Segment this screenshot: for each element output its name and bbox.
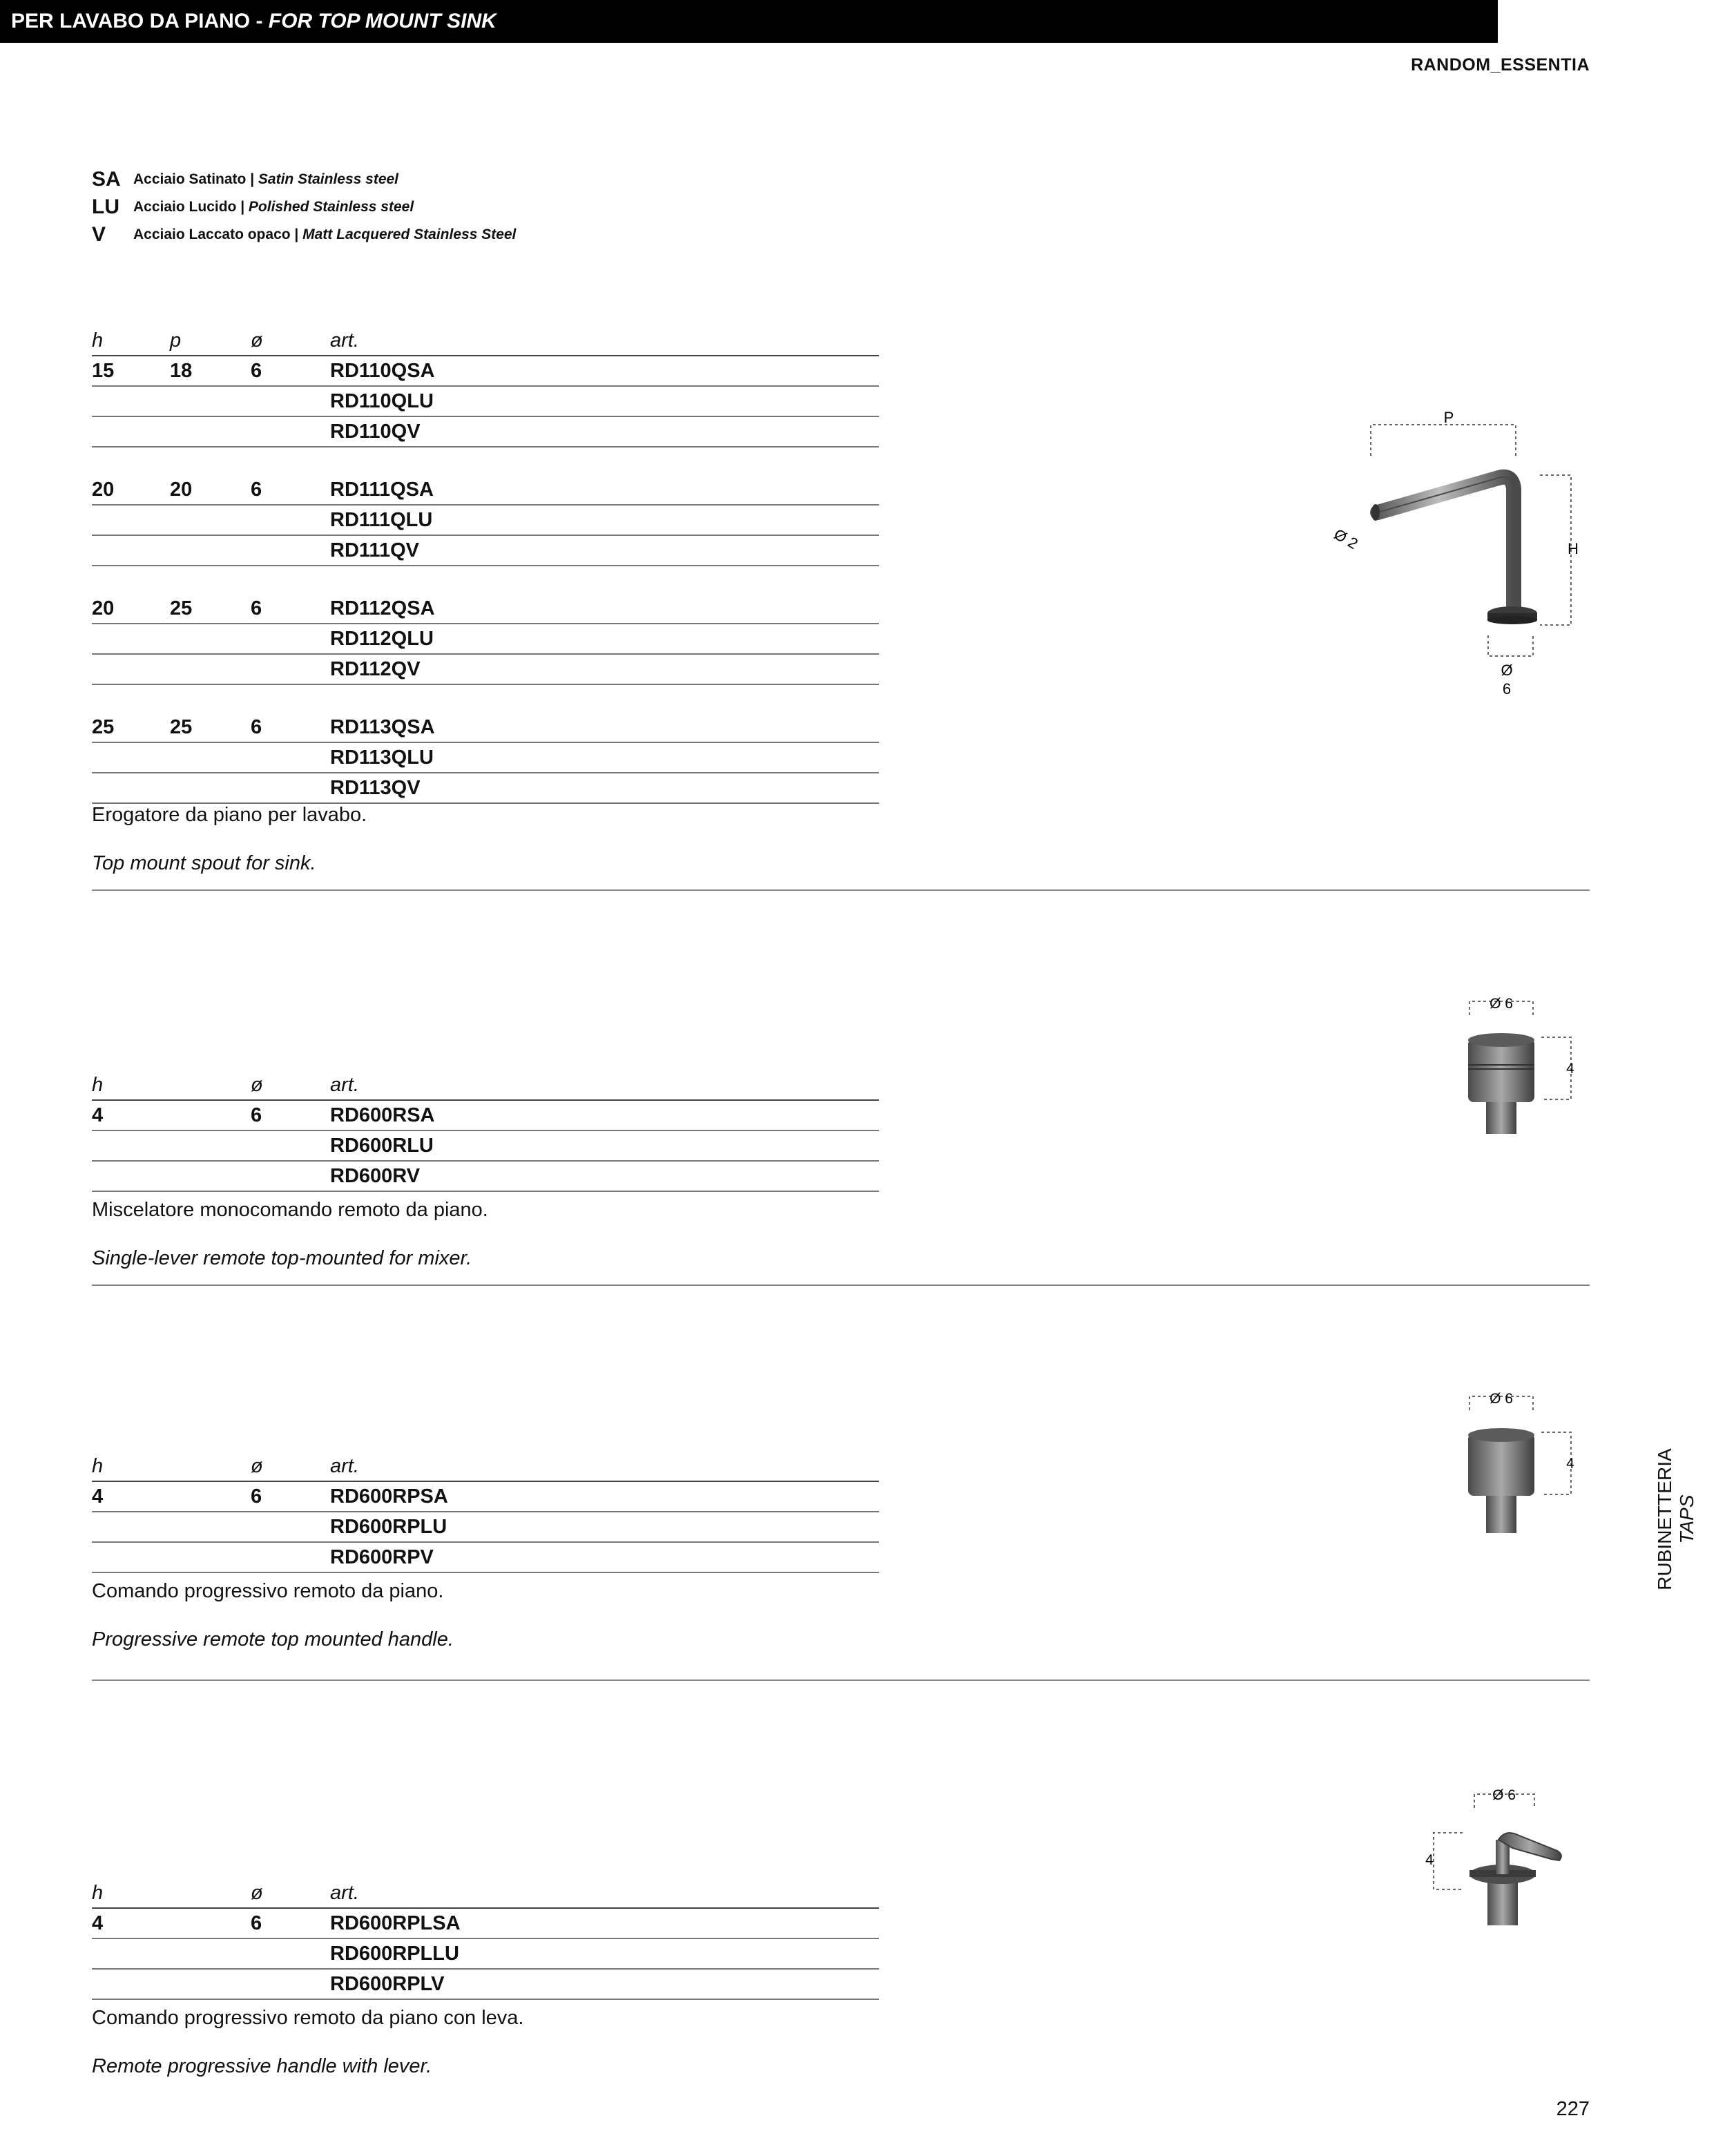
table-spacer: [92, 685, 879, 713]
brand-label: RANDOM_ESSENTIA: [1411, 55, 1590, 75]
table-row: RD600RPLU: [92, 1512, 879, 1543]
dim-p-label: P: [1443, 409, 1454, 426]
finish-code: V: [92, 223, 106, 246]
product3-desc-en: Progressive remote top mounted handle.: [92, 1628, 454, 1650]
product4-desc-it: Comando progressivo remoto da piano con leva.: [92, 2007, 524, 2029]
col-header-p: p: [170, 329, 182, 352]
table-row: RD600RPLLU: [92, 1939, 879, 1970]
side-label-it: RUBINETTERIA: [1654, 1448, 1675, 1590]
table-row: 20 25 6 RD112QSA: [92, 594, 879, 624]
table-spacer: [92, 566, 879, 594]
product1-desc-en: Top mount spout for sink.: [92, 852, 316, 874]
table-row: RD110QLU: [92, 387, 879, 417]
section-title-en: FOR TOP MOUNT SINK: [268, 10, 497, 32]
dim-height: 4: [1425, 1852, 1434, 1868]
side-label-en: TAPS: [1676, 1494, 1697, 1544]
table-row: 25 25 6 RD113QSA: [92, 713, 879, 743]
section-title-bar: [0, 0, 1498, 43]
table-row: RD112QLU: [92, 624, 879, 655]
product2-desc-en: Single-lever remote top-mounted for mixer.: [92, 1247, 472, 1269]
product2-table: [92, 1070, 879, 1192]
table-header-row: h ø art.: [92, 1452, 879, 1482]
table-header-row: [92, 326, 879, 356]
knob-top: [1468, 1033, 1534, 1047]
col-header-art: art.: [330, 329, 359, 352]
knob-diagram: [1450, 988, 1588, 1153]
finish-desc: Acciaio Lucido | Polished Stainless steel: [133, 199, 414, 215]
knob-top: [1468, 1428, 1534, 1442]
dim-diameter: Ø 6: [1492, 1787, 1516, 1803]
product4-desc-en: Remote progressive handle with lever.: [92, 2055, 432, 2077]
table-row: RD112QV: [92, 655, 879, 685]
table-row: RD600RPLV: [92, 1970, 879, 2000]
section-title-it: PER LAVABO DA PIANO -: [11, 10, 269, 32]
finish-code: LU: [92, 195, 119, 218]
finish-code: SA: [92, 168, 121, 191]
finish-item: [92, 221, 516, 249]
page-number: 227: [1556, 2098, 1590, 2120]
dim-base-diameter-value: 6: [1502, 680, 1512, 697]
finish-desc: Acciaio Laccato opaco | Matt Lacquered Stainless Steel: [133, 227, 517, 242]
product3-table: [92, 1452, 879, 1573]
dim-spout-diameter: Ø 2: [1331, 525, 1361, 553]
finish-desc: Acciaio Satinato | Satin Stainless steel: [133, 171, 399, 187]
dim-diameter: Ø 6: [1490, 1391, 1513, 1407]
dim-h-label: H: [1568, 540, 1579, 557]
knob-head: [1468, 1039, 1534, 1102]
section-divider: [92, 1679, 1590, 1681]
table-row: RD113QLU: [92, 743, 879, 773]
progressive-knob-diagram: [1450, 1383, 1588, 1548]
table-row: RD600RPV: [92, 1543, 879, 1573]
spout-base-bottom: [1487, 616, 1537, 624]
table-row: RD110QV: [92, 417, 879, 447]
dim-height: 4: [1566, 1061, 1574, 1077]
table-row: RD111QLU: [92, 506, 879, 536]
table-row: 4 6 RD600RPLSA: [92, 1909, 879, 1939]
finish-item: [92, 193, 414, 221]
dim-base-diameter-symbol: Ø: [1501, 662, 1513, 679]
section-divider: [92, 889, 1590, 891]
lever-handle-diagram: [1416, 1779, 1588, 1945]
table-row: RD600RLU: [92, 1131, 879, 1162]
table-header-row: h ø art.: [92, 1878, 879, 1909]
table-spacer: [92, 447, 879, 475]
table-row: 20 20 6 RD111QSA: [92, 475, 879, 506]
col-header-h: h: [92, 329, 104, 352]
spout-diagram: [1312, 407, 1588, 711]
dim-height: 4: [1566, 1456, 1574, 1472]
finish-item: [92, 166, 398, 193]
knob-head: [1468, 1434, 1534, 1496]
side-category-label: [1654, 1443, 1716, 1595]
product1-desc-it: Erogatore da piano per lavabo.: [92, 804, 367, 826]
section-divider: [92, 1284, 1590, 1286]
product4-table: [92, 1878, 879, 2000]
spout-body: [1378, 477, 1514, 608]
product3-desc-it: Comando progressivo remoto da piano.: [92, 1580, 444, 1602]
table-row: RD113QV: [92, 773, 879, 804]
table-row: 4 6 RD600RPSA: [92, 1482, 879, 1512]
spout-outlet: [1371, 504, 1380, 521]
table-row: 4 6 RD600RSA: [92, 1101, 879, 1131]
col-header-diameter: ø: [251, 329, 263, 352]
table-row: RD600RV: [92, 1162, 879, 1192]
table-row: RD111QV: [92, 536, 879, 566]
table-row: 15 18 6 RD110QSA: [92, 356, 879, 387]
product2-desc-it: Miscelatore monocomando remoto da piano.: [92, 1199, 488, 1221]
table-header-row: h ø art.: [92, 1070, 879, 1101]
dim-diameter: Ø 6: [1490, 996, 1513, 1012]
product1-table: [92, 326, 879, 804]
